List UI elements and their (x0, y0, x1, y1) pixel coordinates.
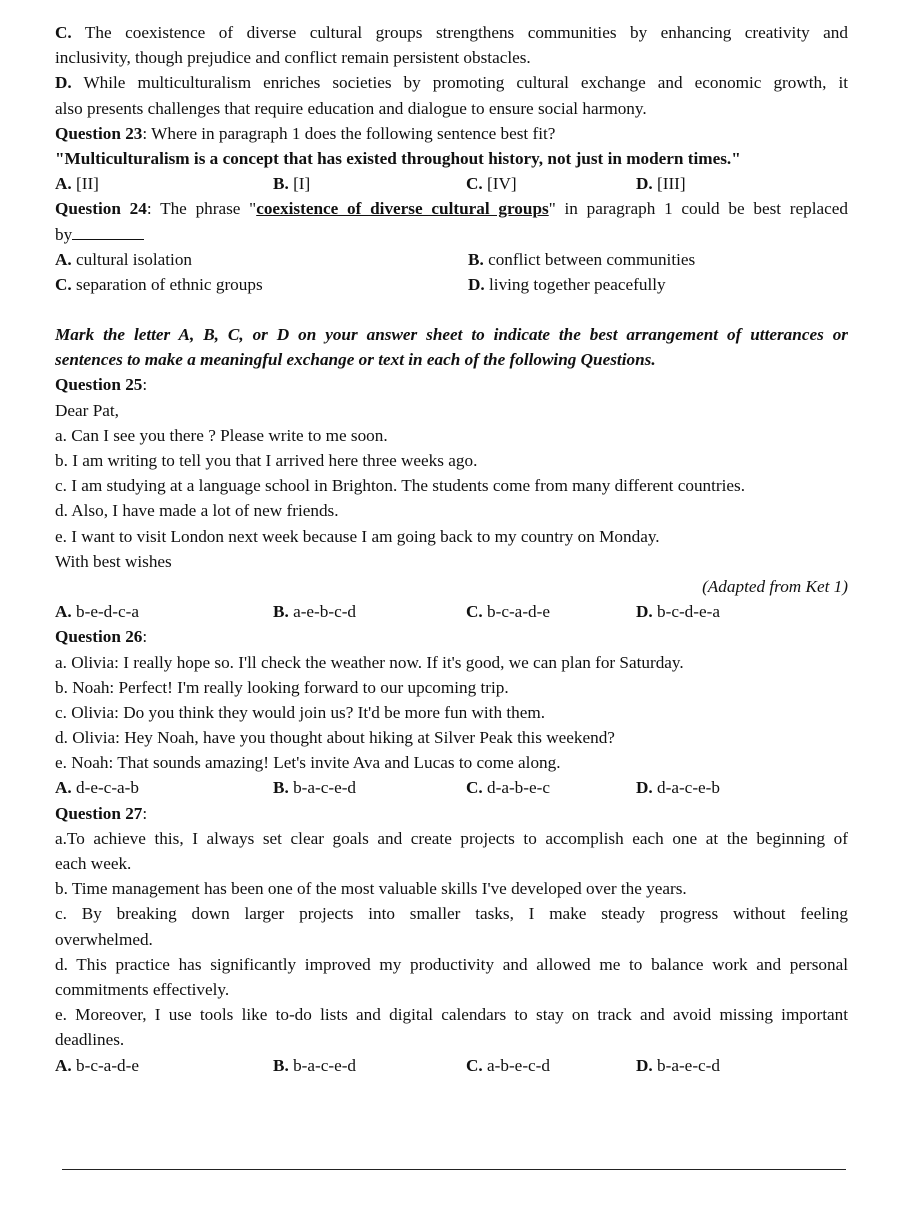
q24-option-c: C. separation of ethnic groups (55, 274, 263, 294)
q25-closing: With best wishes (55, 551, 172, 571)
q25-item-a: a. Can I see you there ? Please write to me soon. (55, 425, 388, 445)
instruction-line2: sentences to make a meaningful exchange or text in each of the following Questions. (55, 350, 656, 370)
q26-options (55, 775, 848, 800)
q24-options-row1 (55, 247, 848, 272)
instruction-line1: Mark the letter A, B, C, or D on your answer sheet to indicate the best arrangement of utterances or (55, 325, 848, 345)
q25-greeting: Dear Pat, (55, 400, 119, 420)
q23-option-c: C. [IV] (466, 174, 517, 194)
q25-item-b: b. I am writing to tell you that I arrived here three weeks ago. (55, 451, 478, 470)
q25-item-e: e. I want to visit London next week because I am going back to my country on Monday. (55, 526, 660, 546)
exam-page (55, 20, 848, 1078)
q24-prompt: Question 24: The phrase "coexistence of diverse cultural groups" in paragraph 1 could be best replaced (55, 199, 849, 219)
q27-option-b: B. b-a-c-e-d (273, 1055, 357, 1075)
q25-option-c: C. b-c-a-d-e (466, 602, 550, 622)
q27-item-e-line1: e. Moreover, I use tools like to-do lists and digital calendars to stay on track and avoid missing important (55, 1005, 848, 1025)
q27-option-d: D. b-a-e-c-d (636, 1055, 720, 1075)
q26-option-c: C. d-a-b-e-c (466, 778, 550, 798)
q24-option-a: A. cultural isolation (55, 249, 193, 269)
q23-option-d: D. [III] (636, 174, 686, 194)
q24-options-row2 (55, 272, 848, 297)
q25-item-c: c. I am studying at a language school in Brighton. The students come from many different countries. (55, 476, 746, 496)
q26-heading: Question 26: (55, 627, 148, 647)
q25-item-d: d. Also, I have made a lot of new friends. (55, 501, 339, 521)
q25-heading: Question 25: (55, 375, 148, 395)
q27-item-c-line1: c. By breaking down larger projects into smaller tasks, I make steady progress without feeling (55, 904, 848, 924)
q27-item-b: b. Time management has been one of the most valuable skills I've developed over the years. (55, 879, 687, 899)
q27-item-c-line2: overwhelmed. (55, 929, 153, 949)
q25-option-b: B. a-e-b-c-d (273, 602, 357, 622)
q26-option-a: A. d-e-c-a-b (55, 778, 139, 798)
q24-option-b: B. conflict between communities (468, 249, 696, 269)
q27-heading: Question 27: (55, 803, 148, 823)
q23-options (55, 171, 848, 196)
q25-options (55, 599, 848, 624)
q27-item-e-line2: deadlines. (55, 1030, 125, 1050)
q24-option-d: D. living together peacefully (468, 274, 666, 294)
q26-item-b: b. Noah: Perfect! I'm really looking forward to our upcoming trip. (55, 677, 509, 697)
q27-item-d-line2: commitments effectively. (55, 979, 230, 999)
q26-item-c: c. Olivia: Do you think they would join us? It'd be more fun with them. (55, 702, 546, 722)
q22-option-c-line1: C. The coexistence of diverse cultural groups strengthens communities by enhancing creativity and (55, 23, 848, 42)
q27-item-a-line1: a.To achieve this, I always set clear goals and create projects to accomplish each one at the beginning of (55, 828, 848, 848)
q25-option-a: A. b-e-d-c-a (55, 602, 139, 622)
q27-option-c: C. a-b-e-c-d (466, 1055, 550, 1075)
q26-item-d: d. Olivia: Hey Noah, have you thought about hiking at Silver Peak this weekend? (55, 728, 615, 748)
footer-rule (62, 1169, 846, 1170)
q23-prompt: Question 23: Where in paragraph 1 does the following sentence best fit? (55, 123, 556, 143)
q23-quote: "Multiculturalism is a concept that has existed throughout history, not just in modern times." (55, 148, 741, 168)
answer-blank (72, 223, 144, 240)
q22-option-d-line2: also presents challenges that require education and dialogue to ensure social harmony. (55, 98, 647, 118)
q27-option-a: A. b-c-a-d-e (55, 1055, 139, 1075)
q24-phrase: coexistence of diverse cultural groups (256, 199, 549, 219)
q26-option-d: D. d-a-c-e-b (636, 778, 720, 798)
q24-prompt-cont: by (55, 222, 848, 247)
q27-item-a-line2: each week. (55, 854, 132, 873)
q22-option-c-line2: inclusivity, though prejudice and conflict remain persistent obstacles. (55, 48, 531, 68)
q26-item-e: e. Noah: That sounds amazing! Let's invite Ava and Lucas to come along. (55, 753, 561, 773)
q27-item-d-line1: d. This practice has significantly improved my productivity and allowed me to balance work and personal (55, 954, 848, 974)
q26-option-b: B. b-a-c-e-d (273, 778, 357, 798)
q25-option-d: D. b-c-d-e-a (636, 602, 720, 622)
q26-item-a: a. Olivia: I really hope so. I'll check the weather now. If it's good, we can plan for Saturday. (55, 652, 684, 672)
q25-source: (Adapted from Ket 1) (702, 576, 848, 596)
q23-option-b: B. [I] (273, 174, 311, 194)
q22-option-d-line1: D. While multiculturalism enriches societies by promoting cultural exchange and economic growth, it (55, 73, 848, 93)
q27-options (55, 1053, 848, 1078)
q23-option-a: A. [II] (55, 174, 99, 194)
